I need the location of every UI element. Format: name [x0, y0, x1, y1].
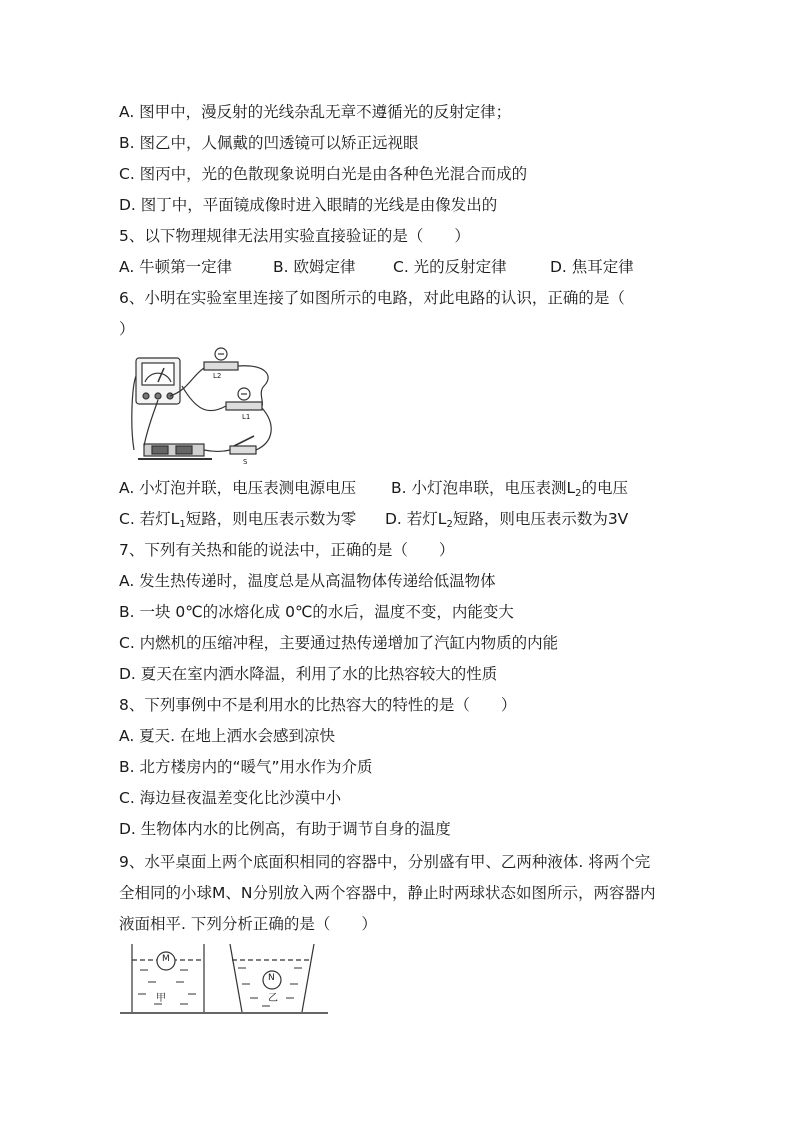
battery-icon: [138, 444, 212, 459]
q5-stem: 5、以下物理规律无法用实验直接验证的是（ ）: [119, 227, 470, 245]
q5-option-d: D. 焦耳定律: [550, 258, 634, 276]
bulb-l1-icon: [226, 388, 262, 410]
q4-option-b: B. 图乙中，人佩戴的凹透镜可以矫正远视眼: [119, 134, 419, 152]
label-s: S: [243, 458, 248, 466]
q6-option-a: A. 小灯泡并联，电压表测电源电压: [119, 479, 357, 497]
q8-stem: 8、下列事例中不是利用水的比热容大的特性的是（ ）: [119, 696, 517, 714]
q9-stem-line1: 9、水平桌面上两个底面积相同的容器中，分别盛有甲、乙两种液体. 将两个完: [119, 853, 651, 871]
q4-option-c: C. 图丙中，光的色散现象说明白光是由各种色光混合而成的: [119, 165, 528, 183]
label-l2: L2: [213, 372, 222, 380]
q6-option-d: D. 若灯$L_2$短路，则电压表示数为3V: [385, 510, 629, 530]
q4-option-d: D. 图丁中，平面镜成像时进入眼睛的光线是由像发出的: [119, 196, 498, 214]
q5-option-c: C. 光的反射定律: [393, 258, 507, 276]
q9-stem-line3: 液面相平. 下列分析正确的是（ ）: [119, 915, 377, 933]
q8-option-d: D. 生物体内水的比例高，有助于调节自身的温度: [119, 820, 451, 838]
label-liquid-b: 乙: [268, 993, 278, 1004]
containers-diagram: [118, 940, 330, 1016]
switch-icon: [230, 436, 256, 454]
q9-stem-line2: 全相同的小球M、N分别放入两个容器中，静止时两球状态如图所示，两容器内: [119, 884, 656, 902]
q7-stem: 7、下列有关热和能的说法中，正确的是（ ）: [119, 541, 455, 559]
q7-option-a: A. 发生热传递时，温度总是从高温物体传递给低温物体: [119, 572, 496, 590]
q6-stem-line2: ）: [119, 320, 135, 338]
q5-option-a: A. 牛顿第一定律: [119, 258, 233, 276]
q8-option-c: C. 海边昼夜温差变化比沙漠中小: [119, 789, 342, 807]
bulb-l2-icon: [204, 348, 238, 370]
q6-option-c: C. 若灯$L_1$短路，则电压表示数为零: [119, 510, 357, 530]
q7-option-c: C. 内燃机的压缩冲程，主要通过热传递增加了汽缸内物质的内能: [119, 634, 559, 652]
q4-option-a: A. 图甲中，漫反射的光线杂乱无章不遵循光的反射定律；: [119, 103, 512, 121]
circuit-diagram: [128, 346, 280, 470]
label-ball-n: N: [268, 973, 275, 983]
q7-option-b: B. 一块 0℃的冰熔化成 0℃的水后，温度不变，内能变大: [119, 603, 514, 621]
q6-stem-line1: 6、小明在实验室里连接了如图所示的电路，对此电路的认识，正确的是（: [119, 289, 625, 307]
q6-option-b: B. 小灯泡串联，电压表测$L_2$的电压: [391, 479, 629, 499]
q8-option-a: A. 夏天. 在地上洒水会感到凉快: [119, 727, 336, 745]
label-liquid-a: 甲: [156, 993, 166, 1004]
label-ball-m: M: [162, 954, 170, 964]
q7-option-d: D. 夏天在室内洒水降温，利用了水的比热容较大的性质: [119, 665, 498, 683]
label-l1: L1: [242, 413, 251, 421]
q5-option-b: B. 欧姆定律: [273, 258, 356, 276]
q8-option-b: B. 北方楼房内的“暖气”用水作为介质: [119, 758, 373, 776]
